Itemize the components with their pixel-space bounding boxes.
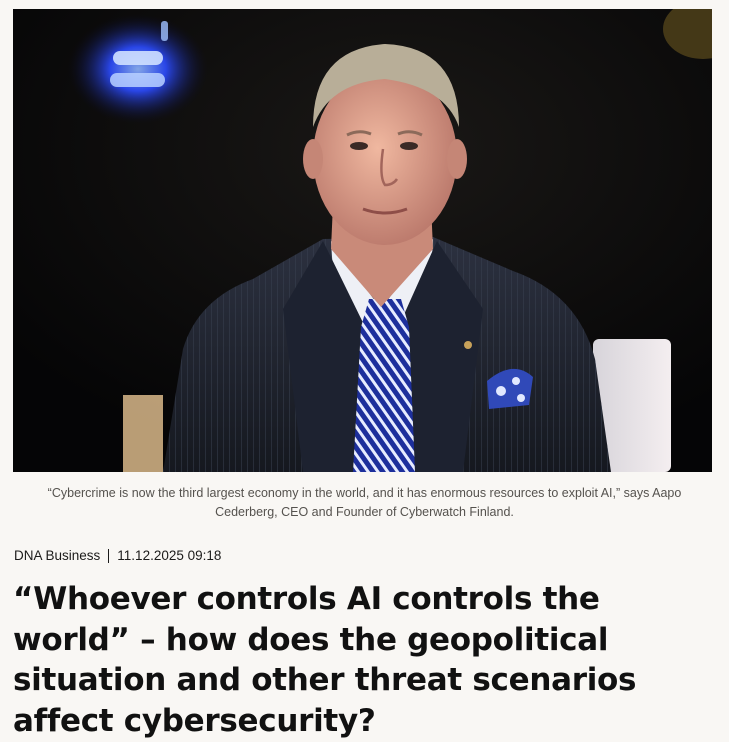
- article-headline: “Whoever controls AI controls the world” – how does the geopolitical situation and other threat scenarios affect cybersecurity?: [13, 581, 637, 739]
- portrait-illustration: [13, 9, 712, 472]
- meta-divider: [108, 549, 109, 563]
- category-label[interactable]: DNA Business: [14, 548, 101, 563]
- publish-date: 11.12.2025 09:18: [117, 548, 222, 563]
- article-meta: [14, 548, 221, 563]
- photo-caption: “Cybercrime is now the third largest economy in the world, and it has enormous resources to exploit AI,” says Aapo Cederberg, CEO and Founder of Cyberwatch Finland.: [47, 486, 682, 519]
- hero-photo: [13, 9, 712, 472]
